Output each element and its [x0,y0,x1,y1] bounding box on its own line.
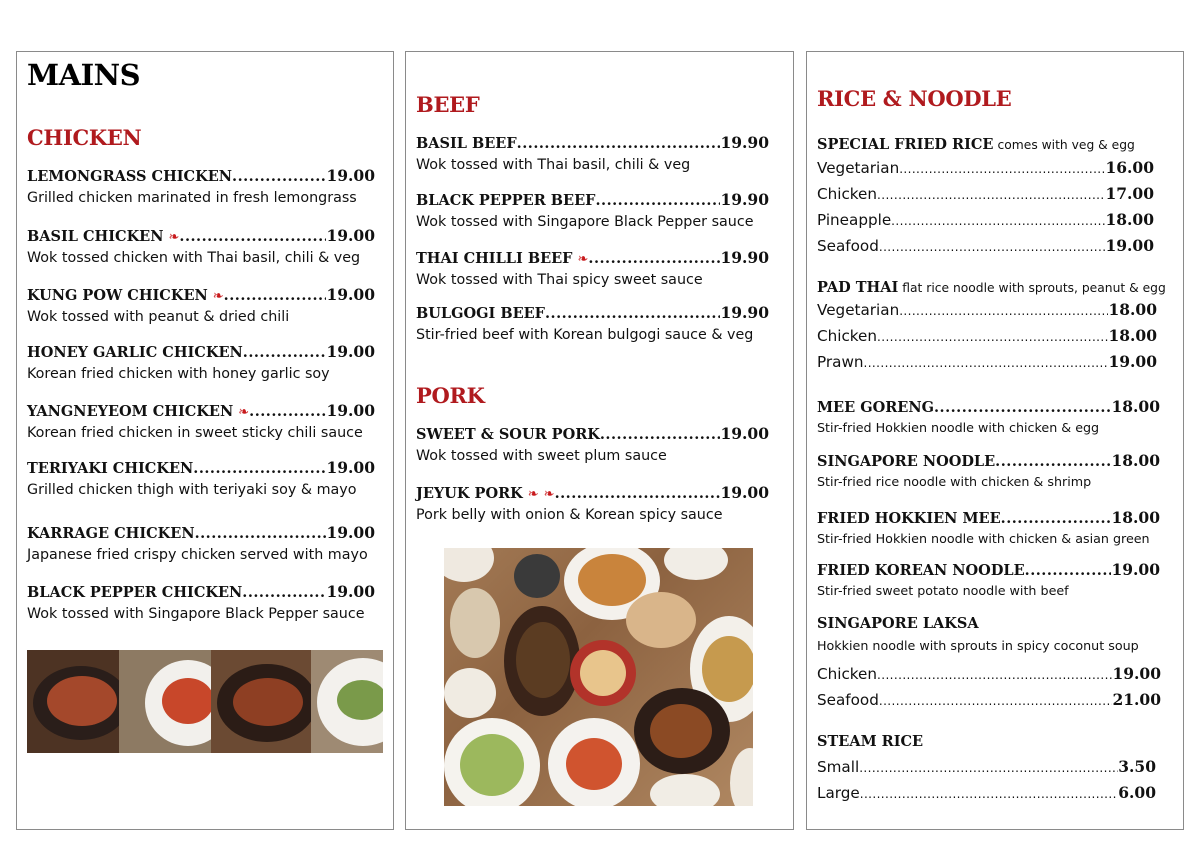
section-rice-noodle-heading: RICE & NOODLE [817,86,1012,111]
dot-leader [995,453,1111,470]
option-line [817,326,1157,345]
item-description: Pork belly with onion & Korean spicy sauce [416,507,723,523]
item-price: 19.00 [1111,560,1160,579]
dot-leader [877,668,1112,682]
section-pork-heading: PORK [416,383,485,408]
menu-item-line [27,285,375,304]
dot-leader [545,305,720,322]
item-description: Grilled chicken thigh with teriyaki soy & mayo [27,482,357,498]
dot-leader [595,192,720,209]
item-description: Korean fried chicken with honey garlic soy [27,366,330,382]
dot-leader [588,250,720,267]
item-description: Japanese fried crispy chicken served with mayo [27,547,368,563]
laksa-name: SINGAPORE LAKSA [817,615,979,632]
menu-item-line [817,508,1160,527]
item-name: THAI CHILLI BEEF [416,250,573,267]
item-price: 19.90 [720,133,769,152]
item-name: SWEET & SOUR PORK [416,426,600,443]
option-label: Chicken [817,665,878,683]
dot-leader [879,240,1106,254]
special-fried-rice-name: SPECIAL FRIED RICE [817,136,994,153]
option-price: 17.00 [1105,184,1154,203]
item-name: KUNG POW CHICKEN [27,287,208,304]
pad-thai-note: flat rice noodle with sprouts, peanut & egg [902,281,1166,295]
menu-item-line [27,342,375,361]
item-price: 19.00 [326,582,375,601]
item-price: 19.90 [720,248,769,267]
option-price: 19.00 [1112,664,1161,683]
menu-item-line [27,582,375,601]
chili-pepper-icon: ❧ [543,487,555,502]
pad-thai-heading [817,277,1166,296]
dot-leader [860,787,1119,801]
item-description: Wok tossed with Thai basil, chili & veg [416,157,691,173]
item-name: MEE GORENG [817,399,934,416]
laksa-desc: Hokkien noodle with sprouts in spicy coconut soup [817,638,1139,653]
item-name: BLACK PEPPER CHICKEN [27,584,243,601]
item-name: HONEY GARLIC CHICKEN [27,344,243,361]
option-line [817,300,1157,319]
asian-dishes-spread-photo [444,548,753,806]
item-price: 19.00 [326,285,375,304]
option-label: Chicken [817,185,878,203]
dot-leader [232,168,326,185]
page-title: MAINS [27,58,141,92]
menu-item-line [817,397,1160,416]
item-price: 19.00 [326,226,375,245]
item-price: 19.00 [326,342,375,361]
menu-item-line [416,190,769,209]
option-label: Chicken [817,327,878,345]
item-name: SINGAPORE NOODLE [817,453,996,470]
chili-pepper-icon: ❧ [577,252,589,267]
option-label: Pineapple [817,211,892,229]
option-price: 19.00 [1108,352,1157,371]
option-line [817,783,1156,802]
item-price: 19.00 [326,401,375,420]
item-name: TERIYAKI CHICKEN [27,460,194,477]
option-line [817,690,1161,709]
item-name: BULGOGI BEEF [416,305,545,322]
option-price: 16.00 [1105,158,1154,177]
section-beef-heading: BEEF [416,92,480,117]
item-name: FRIED HOKKIEN MEE [817,510,1001,527]
chili-pepper-icon: ❧ [527,487,539,502]
option-price: 18.00 [1108,326,1157,345]
option-label: Large [817,784,860,802]
option-line [817,352,1157,371]
item-description: Wok tossed with Singapore Black Pepper sauce [416,214,754,230]
menu-item-line [416,483,769,502]
option-label: Vegetarian [817,301,900,319]
item-description: Stir-fried rice noodle with chicken & shrimp [817,474,1092,489]
option-price: 18.00 [1105,210,1154,229]
option-label: Vegetarian [817,159,900,177]
special-fried-rice-heading [817,134,1135,153]
item-description: Korean fried chicken in sweet sticky chili sauce [27,425,363,441]
item-name: LEMONGRASS CHICKEN [27,168,233,185]
item-price: 18.00 [1111,397,1160,416]
menu-item-line [27,458,375,477]
option-line [817,664,1161,683]
option-label: Seafood [817,237,879,255]
menu-item-line [817,451,1160,470]
dot-leader [1025,562,1112,579]
option-label: Seafood [817,691,879,709]
option-label: Small [817,758,860,776]
item-name: KARRAGE CHICKEN [27,525,195,542]
dot-leader [179,228,326,245]
item-description: Stir-fried Hokkien noodle with chicken & asian green [817,531,1150,546]
menu-item-line [27,166,375,185]
dot-leader [517,135,721,152]
option-price: 19.00 [1105,236,1154,255]
dot-leader [1001,510,1112,527]
option-line [817,210,1154,229]
dot-leader [934,399,1111,416]
menu-item-line [416,303,769,322]
dot-leader [555,485,721,502]
menu-item-line [27,401,375,420]
dot-leader [891,214,1105,228]
menu-item-line [416,248,769,267]
menu-item-line [27,226,375,245]
dot-leader [879,694,1113,708]
dot-leader [243,344,327,361]
chili-pepper-icon: ❧ [238,405,250,420]
item-description: Wok tossed with sweet plum sauce [416,448,667,464]
item-description: Stir-fried sweet potato noodle with beef [817,583,1069,598]
item-name: BASIL CHICKEN [27,228,164,245]
pad-thai-name: PAD THAI [817,279,899,296]
steam-rice-name: STEAM RICE [817,733,924,750]
chili-pepper-icon: ❧ [168,230,180,245]
item-description: Wok tossed with peanut & dried chili [27,309,290,325]
dot-leader [195,525,327,542]
dot-leader [859,761,1118,775]
item-name: JEYUK PORK [416,485,523,502]
item-description: Stir-fried Hokkien noodle with chicken & egg [817,420,1100,435]
item-description: Wok tossed with Singapore Black Pepper sauce [27,606,365,622]
item-name: BASIL BEEF [416,135,517,152]
option-price: 18.00 [1108,300,1157,319]
item-price: 19.00 [720,424,769,443]
item-price: 19.00 [720,483,769,502]
option-label: Prawn [817,353,864,371]
dot-leader [249,403,326,420]
dot-leader [193,460,326,477]
item-price: 19.90 [720,190,769,209]
dot-leader [242,584,326,601]
dot-leader [899,304,1108,318]
item-price: 18.00 [1111,451,1160,470]
option-line [817,757,1156,776]
option-line [817,158,1154,177]
menu-item-line [817,560,1160,579]
item-price: 19.90 [720,303,769,322]
item-description: Wok tossed chicken with Thai basil, chili & veg [27,250,361,266]
dot-leader [877,330,1108,344]
item-description: Wok tossed with Thai spicy sweet sauce [416,272,703,288]
option-price: 6.00 [1118,783,1156,802]
item-price: 19.00 [326,523,375,542]
item-price: 18.00 [1111,508,1160,527]
item-name: FRIED KOREAN NOODLE [817,562,1025,579]
dot-leader [899,162,1105,176]
option-line [817,236,1154,255]
menu-item-line [27,523,375,542]
item-description: Grilled chicken marinated in fresh lemongrass [27,190,357,206]
section-chicken-heading: CHICKEN [27,125,142,150]
option-price: 21.00 [1112,690,1161,709]
option-line [817,184,1154,203]
special-fried-rice-note: comes with veg & egg [997,138,1135,152]
menu-item-line [416,133,769,152]
chicken-dishes-photo [27,650,383,753]
dot-leader [224,287,327,304]
option-price: 3.50 [1118,757,1156,776]
dot-leader [877,188,1105,202]
item-name: YANGNEYEOM CHICKEN [27,403,234,420]
chili-pepper-icon: ❧ [212,289,224,304]
menu-item-line [416,424,769,443]
item-description: Stir-fried beef with Korean bulgogi sauce & veg [416,327,754,343]
dot-leader [864,356,1109,370]
item-price: 19.00 [326,458,375,477]
dot-leader [600,426,721,443]
item-name: BLACK PEPPER BEEF [416,192,596,209]
item-price: 19.00 [326,166,375,185]
